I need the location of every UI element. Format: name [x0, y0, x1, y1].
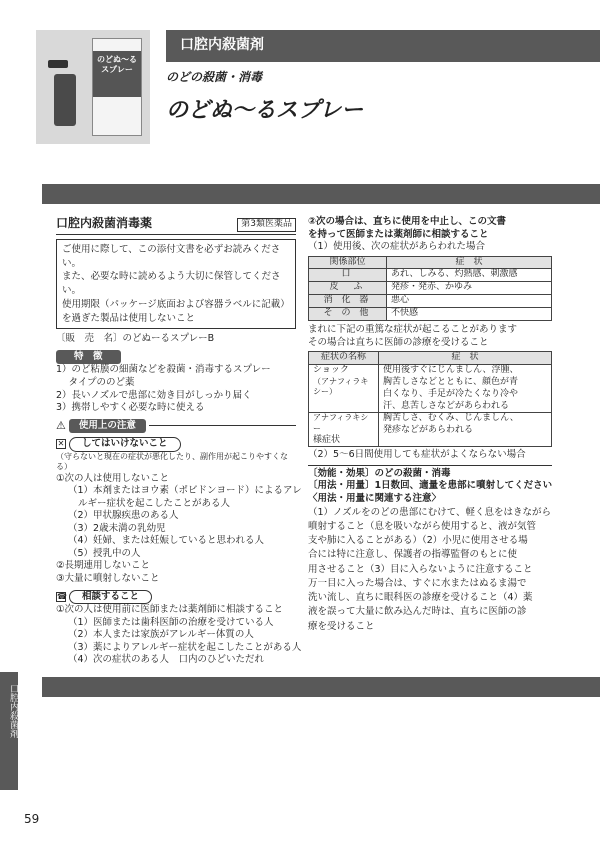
dosage-note-line: 支や肺に入ることがある）（2）小児に使用させる場 [308, 535, 528, 546]
class-badge: 第3類医薬品 [237, 218, 296, 232]
product-photo [36, 30, 150, 144]
product-title: のどぬ〜るスプレー [166, 98, 364, 123]
stop-intro: ②次の場合は、直ちに使用を中止し、この文書 [308, 216, 507, 227]
dosage-note [308, 506, 552, 634]
table-header: 関係部位 [309, 256, 387, 269]
side-tab: 口腔内殺菌剤 [0, 672, 18, 790]
notice-line: また、必要な時に読めるよう大切に保管してください。 [62, 271, 281, 297]
consult-header [56, 590, 296, 605]
dosage-note-line: 洗い流し、直ちに眼科医の診療を受けること（4）薬 [308, 592, 533, 603]
dont-item: （1）本剤またはヨウ素（ポビドンヨード）によるアレ [68, 485, 302, 497]
right-column [308, 216, 552, 634]
consult-item: ①次の人は使用前に医師または薬剤師に相談すること [56, 604, 284, 616]
dosage-note-line: （1）ノズルをのどの患部にむけて、軽く息をはきながら [308, 506, 551, 518]
consult-list [56, 604, 302, 667]
serious-symptom-table [308, 351, 552, 447]
product-box-shape [92, 38, 142, 136]
consult-item: （3）薬によりアレルギー症状を起こしたことがある人 [68, 641, 302, 653]
box-text: のどぬ〜る スプレー [97, 55, 137, 74]
features-label: 特 徴 [56, 350, 121, 365]
dont-item: ③大量に噴射しないこと [56, 573, 160, 585]
symptom: あれ、しみる、灼熱感、刺激感 [387, 269, 552, 282]
notice-line: ご使用に際して、この添付文書を必ずお読みください。 [62, 243, 281, 269]
symptom-desc [379, 364, 552, 413]
symptom-desc-line: 使用後すぐにじんましん、浮腫、 [383, 364, 519, 375]
dosage-note-title: 〈用法・用量に関連する注意〉 [308, 492, 442, 504]
dont-item: （4）妊婦、または妊娠していると思われる人 [68, 535, 265, 547]
rare-note [308, 324, 552, 349]
effect: 〔効能・効果〕のどの殺菌・消毒 [308, 467, 451, 479]
symptom-name-line: ショック [313, 364, 349, 375]
left-column [56, 216, 302, 667]
rare-note-line: その場合は直ちに医師の診療を受けること [308, 336, 489, 348]
features-list [56, 364, 296, 414]
symptom-desc-line: 白くなり、手足が冷たくなり冷や [383, 388, 519, 399]
notice-box [56, 239, 296, 330]
document-title: 口腔内殺菌消毒薬 [56, 216, 153, 230]
table-header: 症 状 [379, 352, 552, 365]
dont-item: （3）2歳未満の乳幼児 [68, 522, 166, 534]
sub-item-1: （1）使用後、次の症状があらわれた場合 [308, 241, 486, 253]
feature-item: 2）長いノズルで患部に効き目がしっかり届く [56, 389, 252, 401]
sub-item-2: （2）5〜6日間使用しても症状がよくならない場合 [308, 449, 526, 461]
dosage-note-line: 療を受けること [308, 620, 375, 632]
symptom: 発疹・発赤、かゆみ [387, 282, 552, 295]
body-part: そ の 他 [309, 308, 387, 321]
consult-label: 相談すること [69, 590, 152, 605]
feature-item: 1）のど粘膜の細菌などを殺菌・消毒するスプレー [56, 364, 271, 376]
bottom-divider-band [42, 677, 600, 697]
symptom-desc-line: 汗、息苦しさなどがあらわれる [383, 400, 510, 411]
document-header [56, 216, 296, 235]
body-part: 皮 ふ [309, 282, 387, 295]
table-row [309, 364, 552, 413]
symptom-name-line: アナフィラキシー [313, 413, 369, 433]
top-divider-band [42, 184, 600, 204]
symptom-desc [379, 413, 552, 447]
caution-header [56, 419, 296, 434]
consult-item: （1）医師または歯科医師の治療を受けている人 [68, 616, 274, 628]
symptom-name [309, 364, 379, 413]
symptom: 悪心 [387, 295, 552, 308]
table-row [309, 308, 552, 321]
dont-list [56, 472, 302, 586]
caution-rule [149, 425, 296, 426]
table-row [309, 295, 552, 308]
symptom-table [308, 256, 552, 321]
page-number: 59 [24, 812, 40, 826]
dont-item: （5）授乳中の人 [68, 547, 141, 559]
dosage-note-line: 合には特に注意し、保護者の指導監督のもとに使 [308, 549, 518, 561]
dont-item: （2）甲状腺疾患のある人 [68, 510, 179, 522]
consult-item: （4）次の症状のある人 口内のひどいただれ [68, 654, 265, 666]
subtitle: のどの殺菌・消毒 [166, 70, 263, 84]
table-row [309, 282, 552, 295]
prohibited-icon: ✕ [57, 439, 65, 449]
dosage-note-line: 用させること（3）目に入らないように注意すること [308, 563, 533, 575]
consult-item: （2）本人または家族がアレルギー体質の人 [68, 629, 254, 641]
table-row [309, 269, 552, 282]
symptom-desc-line: 胸苦しさなどとともに、顔色が青 [383, 376, 519, 387]
dont-item: ②長期連用しないこと [56, 560, 151, 572]
feature-item: タイプののど薬 [56, 377, 135, 389]
symptom-name-line: 様症状 [313, 434, 341, 445]
dosage-note-line: 万一目に入った場合は、すぐに水またはぬるま湯で [308, 577, 527, 589]
feature-item: 3）携帯しやすく必要な時に使える [56, 402, 205, 414]
dosage-note-line: 液を誤って大量に飲み込んだ時は、直ちに医師の診 [308, 606, 527, 618]
dosage-note-line: 噴射すること（息を吸いながら使用すると、液が気管 [308, 520, 537, 532]
table-header: 症 状 [387, 256, 552, 269]
dont-item: ①次の人は使用しないこと [56, 472, 170, 484]
symptom-desc-line: 胸苦しさ、むくみ、じんましん、 [383, 413, 519, 424]
dont-note: （守らないと現在の症状が悪化したり、副作用が起こりやすくなる） [56, 451, 288, 472]
symptom: 不快感 [387, 308, 552, 321]
table-row [309, 413, 552, 447]
symptom-desc-line: 発疹などがあらわれる [383, 425, 474, 436]
dosage: 〔用法・用量〕1日数回、適量を患部に噴射してください [308, 480, 553, 492]
caution-label: 使用上の注意 [69, 419, 146, 434]
notice-line: 使用期限（パッケージ底面および容器ラベルに記載） [62, 298, 290, 310]
category-bar: 口腔内殺菌剤 [166, 30, 600, 62]
dont-item: ルギー症状を起こしたことがある人 [78, 497, 231, 509]
notice-line: を過ぎた製品は使用しないこと [62, 312, 196, 324]
dont-label: してはいけないこと [69, 437, 181, 452]
spray-bottle-shape [54, 74, 76, 126]
symptom-name [309, 413, 379, 447]
spray-nozzle-shape [48, 60, 68, 68]
table-header: 症状の名称 [309, 352, 379, 365]
dont-header [56, 437, 296, 452]
consult-icon: ☎ [57, 591, 67, 601]
warning-triangle-icon: ⚠ [56, 418, 66, 432]
section-rule [308, 465, 552, 466]
symptom-name-line: （アナフィラキシー） [313, 376, 369, 397]
brand-name: 〔販 売 名〕のどぬーるスプレーB [56, 333, 215, 345]
stop-intro: を持って医師または薬剤師に相談すること [308, 228, 489, 240]
rare-note-line: まれに下記の重篤な症状が起こることがあります [308, 323, 518, 335]
body-part: 口 [309, 269, 387, 282]
body-part: 消 化 器 [309, 295, 387, 308]
